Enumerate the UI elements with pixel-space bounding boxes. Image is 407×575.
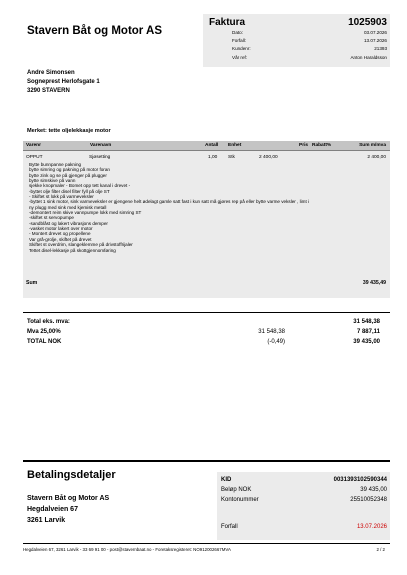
payment-street: Hegdalveien 67 — [27, 506, 78, 513]
description-line: bytte zink og se på gjenger på plugger — [29, 172, 107, 178]
table-sum-label: Sum — [26, 280, 38, 286]
footer-text: Hegdalveien 67, 3261 Larvik - 33 69 91 00 - post@stavernbaat.no - Foretaksregisteret: NO912002667MVA — [23, 547, 231, 552]
payment-company: Stavern Båt og Motor AS — [27, 495, 110, 502]
description-line: -demontert reim skive vannpumpe lokk med simring ST — [29, 210, 142, 216]
mva-base: 31 548,38 — [258, 329, 285, 335]
description-line: Tettet disel-lekkasje på skottgjennomføring — [29, 247, 116, 253]
kid-value: 0031393102590344 — [333, 477, 387, 483]
line-varenr: OPPUT — [26, 155, 43, 160]
description-line: - Montert drevet og propellene — [29, 231, 91, 237]
col-header-varenr: Varenr — [26, 143, 41, 148]
account-label: Kontonummer — [221, 497, 259, 503]
col-header-sum: Sum m/mva — [359, 143, 386, 148]
total-ex-mva-value: 31 548,38 — [353, 319, 380, 325]
invoice-title: Faktura — [209, 17, 246, 28]
col-header-pris: Pris — [299, 143, 309, 148]
invoice-due-label: Forfall: — [232, 38, 247, 43]
description-line: ny plugg med sink med kjemisk metall — [29, 204, 107, 210]
company-name: Stavern Båt og Motor AS — [27, 25, 163, 37]
invoice-date-value: 03.07.2026 — [364, 30, 387, 35]
payment-details-box — [217, 472, 390, 540]
customer-name: Andre Simonsen — [27, 70, 75, 76]
description-line: -skiftet st servopumpe — [29, 215, 74, 221]
kid-label: KID — [221, 477, 232, 483]
description-line: - Skiftet st lokk på varmeveksler — [29, 194, 94, 200]
col-header-antall: Antall — [205, 143, 219, 148]
invoice-info-box — [203, 14, 390, 67]
invoice-number: 1025903 — [348, 17, 387, 28]
due-date-value: 13.07.2026 — [356, 524, 387, 530]
description-line: sjekke knopmaler - Bomet opp tett kanal i drevet - — [29, 183, 131, 189]
description-line: -byttet olje filter disel filter fyll på olje ST — [29, 188, 110, 194]
invoice-date-label: Dato: — [232, 30, 243, 35]
line-varenavn: Sjøsetting — [89, 155, 111, 160]
col-header-rabatt: Rabatt% — [312, 143, 332, 148]
line-enhet: Stk — [228, 155, 235, 160]
col-header-varenavn: Varenavn — [90, 143, 112, 148]
payment-title: Betalingsdetaljer — [27, 469, 116, 481]
description-line: -vasket motor lakert over motor — [29, 226, 93, 232]
total-ex-mva-label: Total eks. mva: — [27, 319, 70, 325]
payment-city: 3261 Larvik — [27, 517, 66, 524]
total-nok-value: 39 435,00 — [353, 339, 380, 345]
invoice-our-ref-label: Vår ref: — [232, 55, 248, 60]
page-number: 2 / 2 — [376, 547, 385, 552]
amount-label: Beløp NOK — [221, 487, 252, 493]
mva-label: Mva 25,00% — [27, 329, 61, 335]
description-line: Skiftet st overdrim, slangeklemme på drivstoffrijaler — [29, 242, 133, 248]
line-description — [29, 162, 389, 253]
description-line: Var grå-grolje, skiftet på drevet — [29, 236, 92, 242]
due-date-label: Forfall — [221, 524, 238, 530]
invoice-subject: Merket: tette oljelekkasje motor — [27, 128, 111, 134]
description-line: bytte simring og pakning på motor foran — [29, 167, 110, 173]
description-line: -byttet 1 sink motor, sink varmeveksler er gjengene helt ødelagt gamle satt fast i kun satt må gjøres rep på eller bytte varme veksler , limt i — [29, 199, 310, 205]
invoice-due-value: 13.07.2026 — [364, 38, 387, 43]
description-line: Bytte bunnpanne pakning — [29, 162, 82, 167]
amount-value: 39 435,00 — [360, 487, 387, 493]
description-line: bytte simskive på vann — [29, 178, 76, 184]
col-header-enhet: Enhet — [228, 143, 242, 148]
line-sum: 2 400,00 — [367, 155, 386, 160]
line-pris: 2 400,00 — [259, 155, 278, 160]
total-nok-label: TOTAL NOK — [27, 339, 62, 345]
table-header — [23, 141, 390, 151]
table-sum-value: 39 435,49 — [362, 280, 386, 286]
mva-value: 7 887,11 — [356, 329, 380, 335]
description-line: -sandblåst og lakert vibrasjons demper — [29, 220, 108, 226]
invoice-line-table — [23, 151, 390, 298]
footer-divider — [23, 543, 390, 544]
footer — [23, 547, 390, 552]
payment-divider — [23, 460, 390, 462]
table-sum-row — [23, 280, 390, 288]
account-value: 25510052348 — [350, 497, 387, 503]
totals-divider — [23, 312, 390, 313]
line-antall: 1,00 — [208, 155, 218, 160]
customer-street: Sogneprest Herlofsgate 1 — [27, 79, 100, 85]
rounding-value: (-0,49) — [267, 339, 285, 345]
customer-city: 3290 STAVERN — [27, 88, 70, 94]
invoice-customer-no-value: 21393 — [374, 46, 387, 51]
invoice-customer-no-label: Kundenr: — [232, 46, 251, 51]
invoice-our-ref-value: Anton Haraldsson — [350, 55, 387, 60]
